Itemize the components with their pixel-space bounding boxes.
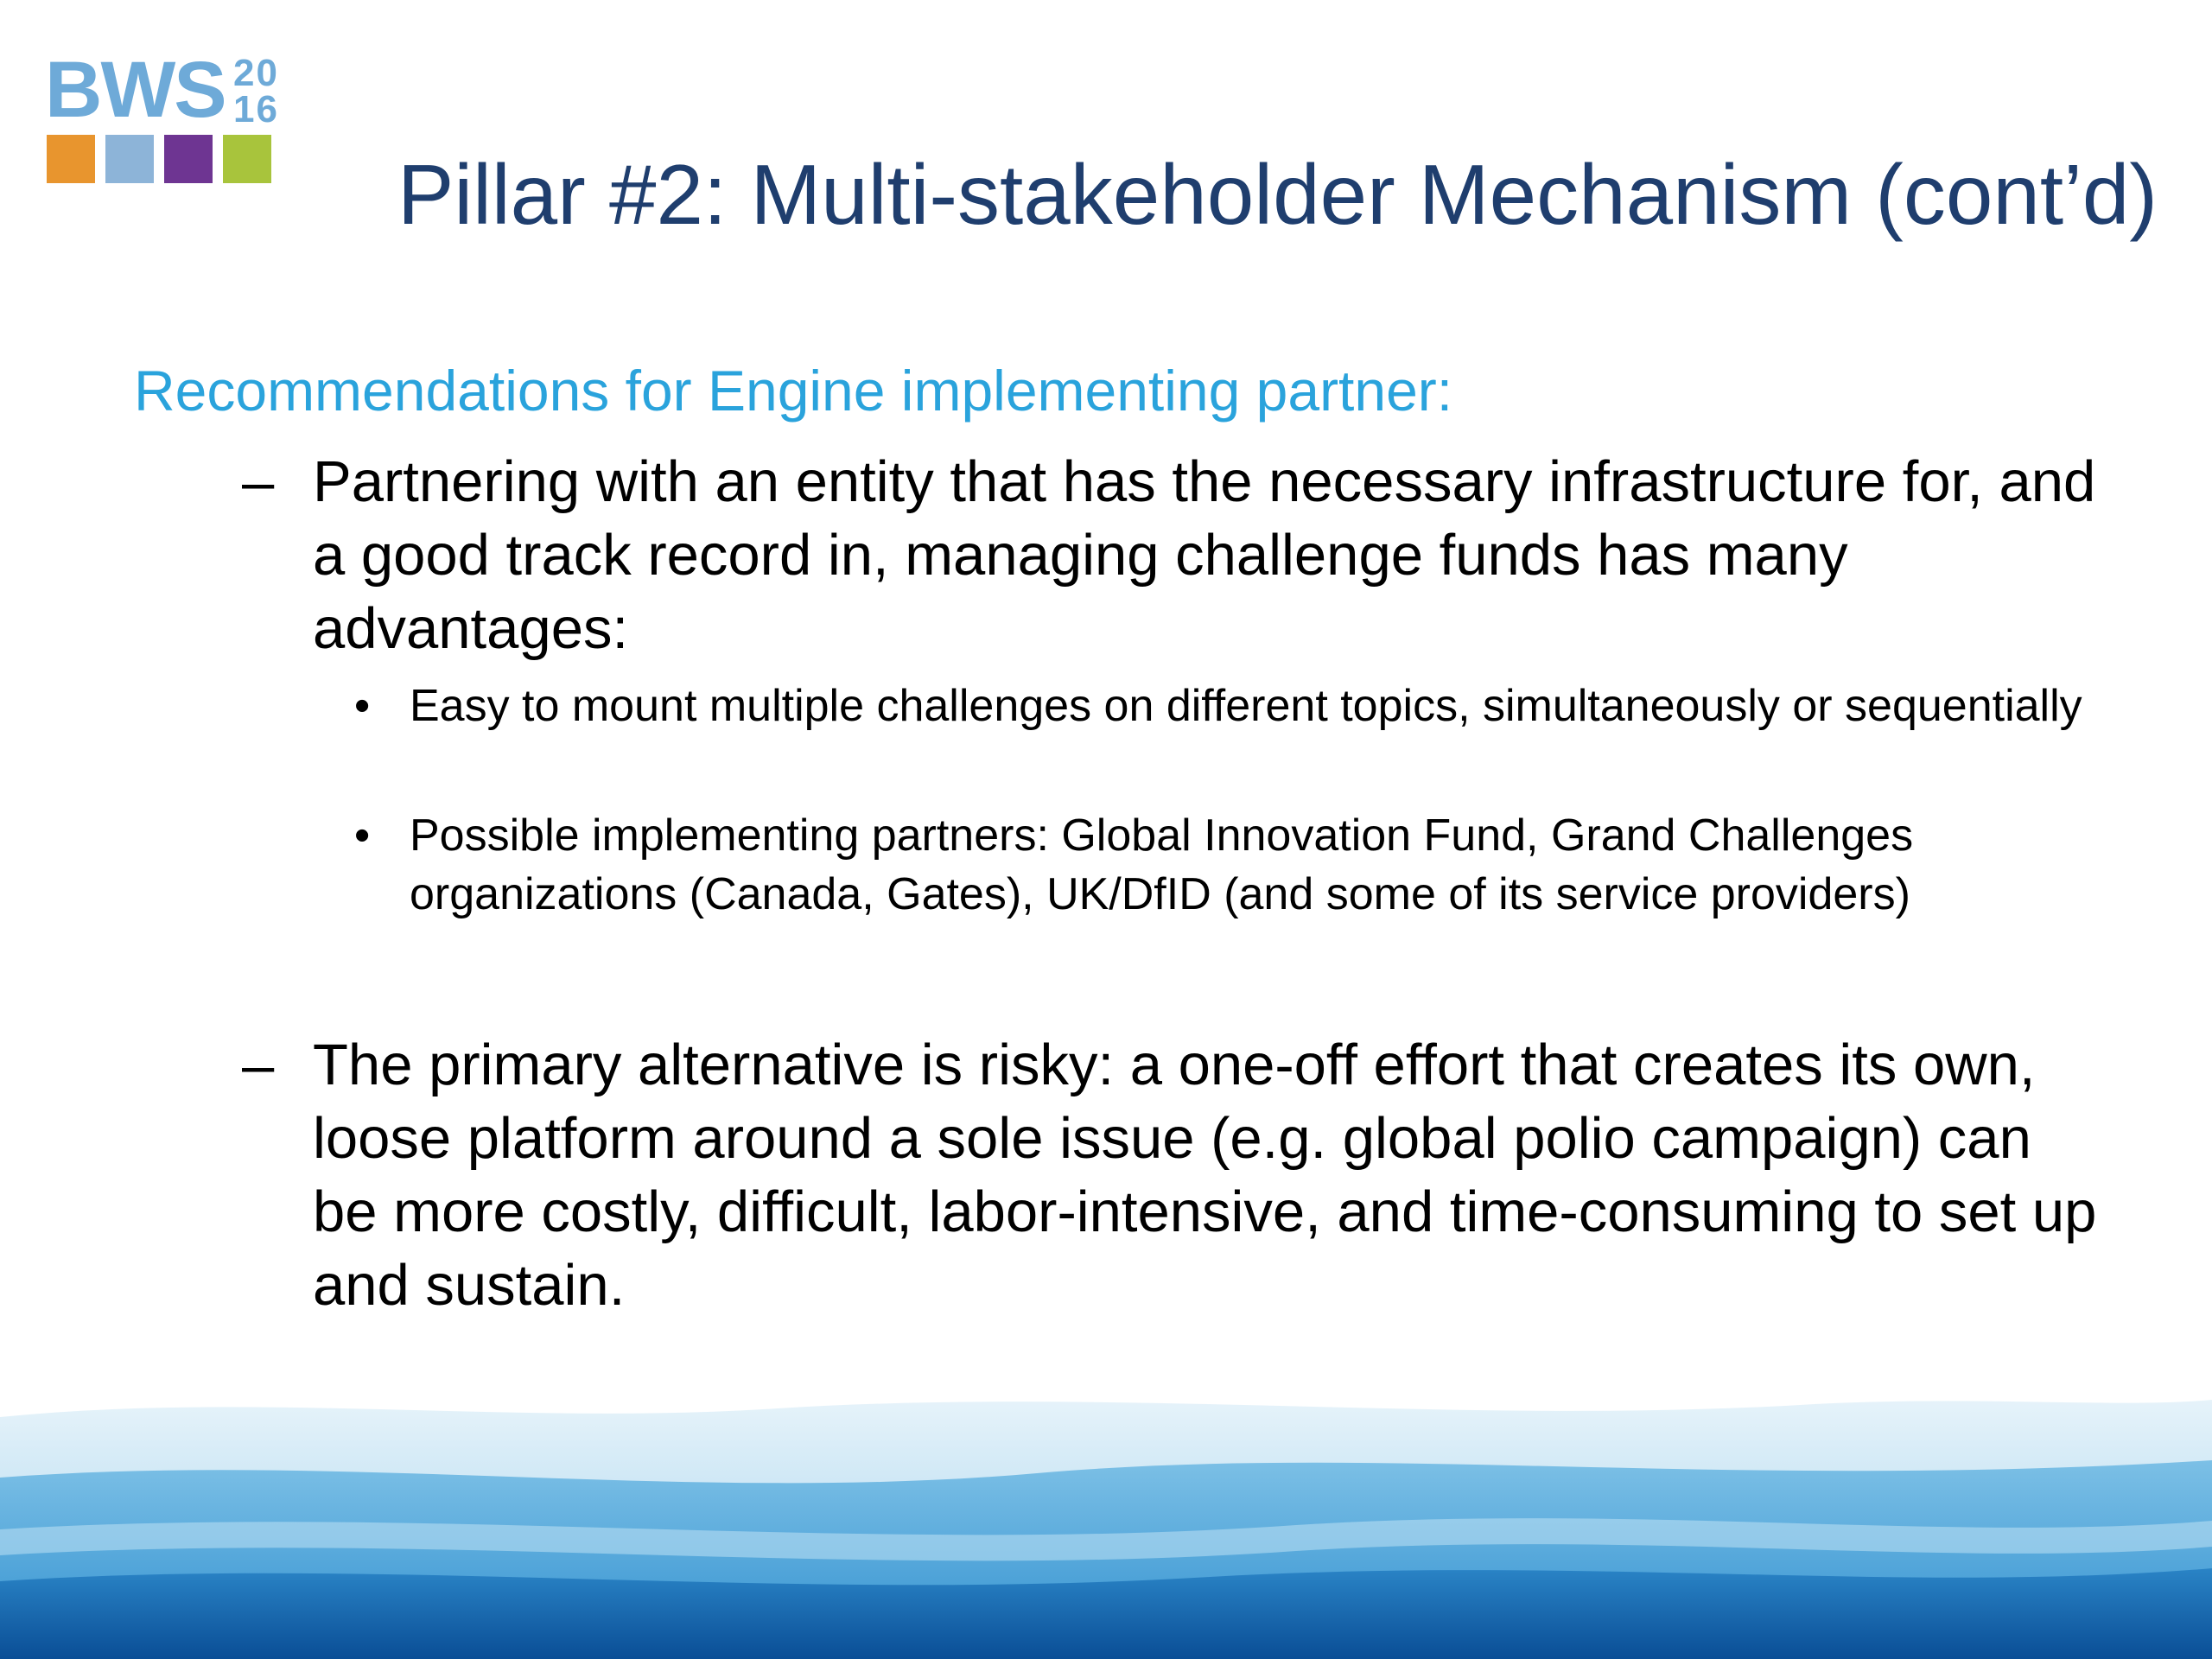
bws-2016-logo [45, 46, 304, 188]
slide-title: Pillar #2: Multi-stakeholder Mechanism (cont’d) [397, 147, 2158, 242]
logo-year-top: 20 [233, 52, 279, 94]
point-1-text: Partnering with an entity that has the necessary infrastructure for, and a good track record in, managing challenge funds has many advantages: [313, 449, 2096, 661]
bullet-marker: • [354, 810, 371, 861]
dash-marker: – [242, 449, 275, 514]
logo-squares [47, 135, 271, 183]
logo-square-purple [164, 135, 213, 183]
subpoint-1-1 [354, 677, 2082, 735]
dash-marker: – [242, 1033, 275, 1097]
logo-square-orange [47, 135, 95, 183]
subpoint-1-2 [354, 806, 2082, 924]
logo-year [233, 52, 302, 130]
logo-word: BWS [45, 46, 226, 134]
subheading: Recommendations for Engine implementing partner: [134, 359, 1453, 423]
logo-square-blue [105, 135, 154, 183]
logo-year-bottom: 16 [233, 88, 279, 130]
wave-dark [0, 1568, 2212, 1659]
logo-square-green [223, 135, 271, 183]
point-2-text: The primary alternative is risky: a one-off effort that creates its own, loose platform around a sole issue (e.g. global polio campaign) can be more costly, difficult, labor-intensive, and time-consuming to set up and sustain. [313, 1033, 2097, 1318]
wave-footer [0, 1382, 2212, 1659]
bullet-marker: • [354, 681, 371, 731]
point-2 [242, 1028, 2100, 1322]
point-1 [242, 445, 2100, 665]
subpoint-1-1-text: Easy to mount multiple challenges on different topics, simultaneously or sequentially [410, 681, 2082, 731]
subpoint-1-2-text: Possible implementing partners: Global Innovation Fund, Grand Challenges organizations (Canada, Gates), UK/DfID (and some of its service providers) [410, 810, 1914, 919]
